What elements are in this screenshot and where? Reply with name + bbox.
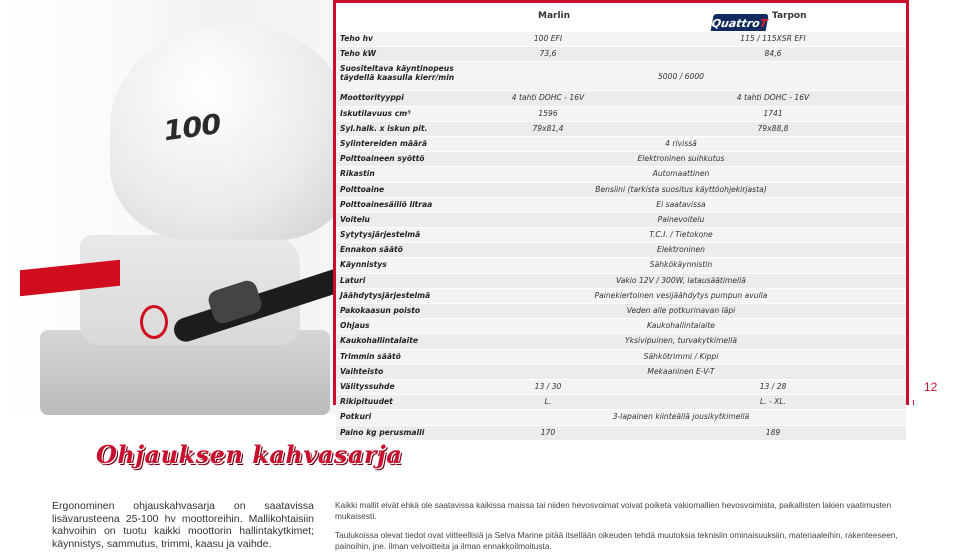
disclaimer [335, 500, 913, 560]
spec-label: Syl.halk. x iskun pit. [340, 123, 428, 133]
spec-row [336, 394, 906, 409]
spec-label: Laturi [340, 275, 366, 285]
spec-label: Potkuri [340, 412, 372, 422]
section-title: Ohjauksen kahvasarja [96, 440, 403, 469]
spec-row [336, 90, 906, 105]
spec-value-tarpon: L. - XL. [759, 397, 787, 407]
spec-label: Vaihteisto [340, 366, 384, 376]
spec-row [336, 197, 906, 212]
spec-label: Polttoaine [340, 184, 385, 194]
spec-label: Teho hv [340, 34, 373, 43]
spec-value-tarpon: 13 / 28 [759, 381, 787, 391]
spec-value-marlin: 170 [540, 427, 556, 437]
spec-label: Polttoaineen syöttö [340, 154, 425, 164]
spec-value-shared: Ei saatavissa [656, 199, 706, 209]
spec-row [336, 136, 906, 151]
spec-label: Sylintereiden määrä [340, 138, 427, 148]
spec-value-shared: T.C.I. / Tietokone [649, 230, 713, 240]
spec-value-shared: Veden alle potkurinavan läpi [626, 306, 736, 315]
spec-row [336, 212, 906, 227]
disclaimer-specs: Taulukoissa olevat tiedot ovat viitteellisiä ja Selva Marine pitää itsellään oikeuden tehdä muutoksia teknisiin ominaisuuksiin, materiaaleihin, rakenteeseen, painoihin, jne. ilman velvoitteita ja ilman ennakkoilmoitusta. [335, 530, 898, 551]
spec-label: Iskutilavuus cm³ [340, 108, 411, 118]
column-header-marlin: Marlin [538, 11, 571, 21]
spec-value-shared: Bensiini (tarkista suositus käyttöohjekirjasta) [595, 184, 767, 194]
spec-table-body [336, 31, 906, 440]
spec-value-shared: Painekiertoinen vesijäähdytys pumpun avulla [594, 290, 768, 300]
spec-value-shared: Kaukohallintalaite [647, 321, 715, 331]
spec-value-tarpon: 79x88,8 [757, 123, 789, 133]
spec-value-shared: Painevoitelu [657, 214, 705, 224]
spec-label: Välityssuhde [340, 381, 395, 391]
spec-label: Suositeltava käyntinopeus täydellä kaasulla kierr/min [340, 64, 455, 83]
disclaimer-availability: Kaikki mallit eivät ehkä ole saatavissa kaikissa maissa tai niiden hevosvoimat voivat poiketa vakiomallien hevosvoimista, paikallisten lakien vaatimusten mukaisesti. [335, 500, 892, 521]
spec-value-shared: Mekaaninen E-V-T [647, 366, 715, 376]
spec-value-shared: Automaattinen [652, 169, 710, 179]
kill-cord-icon [140, 305, 168, 339]
cowling-number: 100 [162, 107, 222, 148]
page-number: 12 [924, 380, 938, 394]
spec-value-shared: Vakio 12V / 300W, latausäätimellä [616, 275, 746, 285]
spec-value-tarpon: 189 [765, 427, 781, 437]
spec-label: Rikastin [340, 169, 375, 179]
spec-label: Ennakon säätö [340, 245, 403, 255]
spec-row [336, 182, 906, 197]
spec-row [336, 227, 906, 242]
spec-row [336, 273, 906, 288]
spec-label: Käynnistys [340, 260, 387, 270]
spec-row [336, 349, 906, 364]
spec-row [336, 151, 906, 166]
spec-row [336, 46, 906, 61]
page-divider [913, 400, 914, 405]
spec-label: Polttoainesäiliö litraa [340, 199, 433, 209]
spec-label: Voitelu [340, 214, 370, 224]
spec-value-shared: Sähkökäynnistin [649, 260, 713, 270]
spec-label: Pakokaasun poisto [340, 306, 421, 315]
spec-row [336, 333, 906, 348]
spec-value-marlin: 79x81,4 [532, 123, 564, 133]
handle-kit-description: Ergonominen ohjauskahvasarja on saatavissa lisävarusteena 25-100 hv moottoreihin. Mallikohtaisiin kahvoihin on tuotu kaikki moottorin hallintakytkimet; käynnistys, sammutus, trimmi, kaasu ja vaihde. [52, 500, 314, 550]
spec-value-shared: 4 rivissä [665, 138, 697, 148]
spec-value-tarpon: 4 tahti DOHC - 16V [736, 93, 810, 103]
spec-row [336, 31, 906, 46]
spec-row [336, 61, 906, 90]
spec-label: Teho kW [340, 49, 377, 59]
spec-value-tarpon: 115 / 115XSR EFI [740, 34, 806, 43]
spec-row [336, 425, 906, 440]
spec-label: Rikipituudet [340, 397, 393, 407]
spec-label: Moottorityyppi [340, 93, 404, 103]
spec-row [336, 242, 906, 257]
spec-value-shared: Sähkötrimmi / Kippi [643, 351, 719, 361]
spec-value-marlin: 1596 [538, 108, 558, 118]
column-header-tarpon: Tarpon [772, 11, 807, 21]
spec-row [336, 318, 906, 333]
spec-row [336, 364, 906, 379]
spec-label: Sytytysjärjestelmä [340, 230, 421, 240]
spec-value-marlin: 13 / 30 [534, 381, 562, 391]
spec-table-header [336, 3, 906, 29]
spec-value-shared: Elektroninen suihkutus [637, 154, 725, 164]
spec-row [336, 303, 906, 318]
spec-value-shared: Yksivipuinen, turvakytkimellä [625, 336, 737, 346]
motor-cowling [110, 25, 350, 240]
spec-value-shared: Elektroninen [657, 245, 705, 255]
spec-label: Paino kg perusmalli [340, 427, 425, 437]
spec-value-marlin: 4 tahti DOHC - 16V [511, 93, 585, 103]
spec-value-marlin: L. [544, 397, 552, 407]
spec-label: Jäähdytysjärjestelmä [340, 290, 431, 300]
spec-value-marlin: 100 EFI [533, 34, 563, 43]
spec-value-shared: 5000 / 6000 [657, 72, 705, 82]
spec-value-tarpon: 84,6 [764, 49, 782, 59]
outboard-motor-photo [0, 0, 360, 415]
spec-row [336, 257, 906, 272]
spec-row [336, 121, 906, 136]
spec-row [336, 379, 906, 394]
spec-label: Trimmin säätö [340, 351, 401, 361]
spec-row [336, 106, 906, 121]
spec-row [336, 409, 906, 424]
spec-value-tarpon: 1741 [763, 108, 783, 118]
spec-row [336, 288, 906, 303]
spec-row [336, 166, 906, 181]
spec-value-marlin: 73,6 [539, 49, 557, 59]
spec-value-shared: 3-lapainen kiinteällä jousikytkimellä [612, 412, 750, 422]
spec-label: Ohjaus [340, 321, 370, 331]
spec-label: Kaukohallintalaite [340, 336, 419, 346]
